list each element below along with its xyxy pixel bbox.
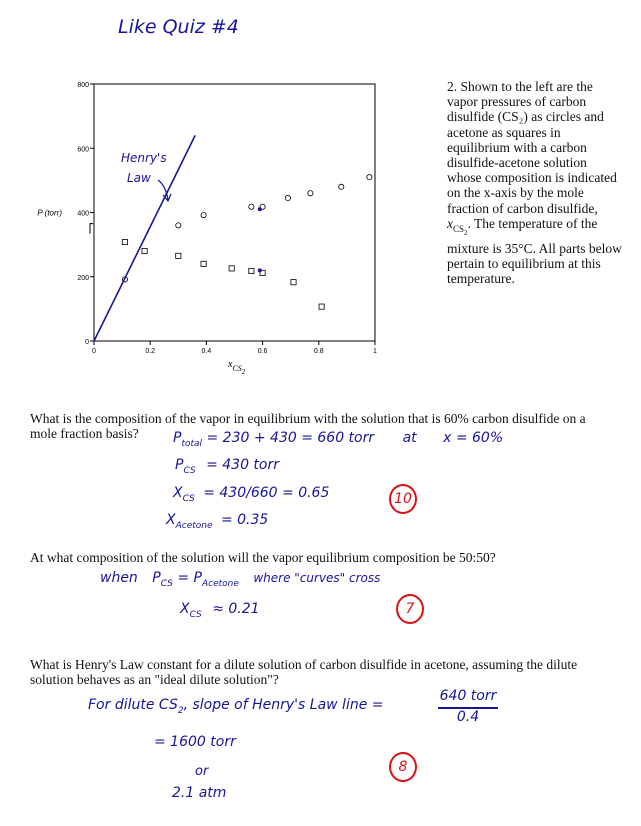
q1-answer-line-2 — [175, 457, 279, 476]
q1-pcs2: P — [175, 457, 184, 473]
mole-fraction-sub: CS — [453, 223, 465, 234]
q2-x-value: ≈ 0.21 — [212, 601, 260, 617]
cs2-vapor-pressure-point — [367, 175, 372, 180]
q3-for-dilute: For dilute CS — [88, 697, 178, 713]
q3-answer-line-1 — [88, 697, 384, 716]
q2-x: X — [180, 601, 190, 617]
q1-x: x = 60% — [443, 430, 504, 446]
q2-x-sub: CS — [189, 609, 202, 620]
q3-answer-line-2: = 1600 torr — [154, 734, 236, 750]
acetone-vapor-pressure-point — [176, 253, 181, 258]
y-tick-label: 200 — [77, 274, 89, 282]
q1-xacetone-sub: Acetone — [175, 520, 213, 531]
q3-fraction-denominator: 0.4 — [456, 709, 480, 725]
problem-statement — [447, 79, 622, 286]
q1-question-line-1: What is the composition of the vapor in equilibrium with the solution that is 60% carbon disulfide on a — [30, 411, 586, 426]
acetone-vapor-pressure-point — [319, 304, 324, 309]
cs2-vapor-pressure-point — [339, 184, 344, 189]
cs2-vapor-pressure-point — [308, 191, 313, 196]
q1-grade-circle: 10 — [389, 484, 417, 514]
q1-xcs2: X — [173, 485, 183, 501]
acetone-vapor-pressure-point — [201, 261, 206, 266]
problem-text: Shown to the left are the vapor pressures of carbon disulfide (CS₂) as circles and acetone as squares in equilibrium with a carbon disulfide-acetone solution whose composition is indicated on the x-axis by the mole fraction of carbon disulfide, — [447, 79, 617, 216]
y-tick-label: 600 — [77, 146, 89, 154]
y-axis-label: P (torr) — [37, 208, 62, 218]
q1-xcs2-sub: CS — [182, 493, 195, 504]
q1-answer-line-4 — [166, 512, 268, 531]
henry-note-line-1: Henry's — [121, 151, 167, 165]
q2-p2: P — [193, 570, 202, 586]
x-tick-label: 1 — [373, 348, 377, 355]
q2-p2-sub: Acetone — [201, 578, 239, 589]
cs2-vapor-pressure-point — [201, 212, 206, 217]
q2-p1: P — [152, 570, 161, 586]
q2-answer-line-2 — [180, 601, 260, 620]
handwritten-dot — [258, 268, 262, 272]
cs2-vapor-pressure-point — [285, 195, 290, 200]
q2-answer-line-1 — [100, 570, 380, 589]
plot-frame — [94, 84, 375, 341]
x-axis-label: $x_{CS2}$ — [228, 359, 246, 376]
q1-xacetone-value: = 0.35 — [220, 512, 269, 528]
x-tick-label: 0.4 — [201, 348, 212, 355]
q1-pcs2-sub: CS — [183, 465, 196, 476]
q1-answer-line-1 — [173, 430, 503, 449]
problem-number: 2. — [447, 79, 458, 94]
x-tick-label: 0.6 — [257, 348, 268, 355]
q3-grade-circle: 8 — [389, 752, 417, 782]
acetone-vapor-pressure-point — [122, 239, 127, 244]
q1-at: at — [402, 430, 417, 446]
q2-when: when — [100, 570, 138, 586]
q1-ptotal-sub: total — [181, 438, 203, 449]
q1-answer-line-3 — [173, 485, 329, 504]
henry-note-line-2: Law — [127, 171, 151, 185]
q1-xacetone: X — [166, 512, 176, 528]
q1-xcs2-value: = 430/660 = 0.65 — [203, 485, 330, 501]
henry-law-line — [94, 135, 195, 341]
q1-ptotal-value: = 230 + 430 = 660 torr — [206, 430, 375, 446]
q2-p1-sub: CS — [160, 578, 173, 589]
x-tick-label: 0 — [92, 348, 96, 355]
mole-fraction-subsub: 2 — [464, 228, 468, 237]
x-tick-label: 0.2 — [145, 348, 156, 355]
q1-ptotal: P — [173, 430, 182, 446]
q3-question-line-1: What is Henry's Law constant for a dilute solution of carbon disulfide in acetone, assuming the dilute — [30, 657, 578, 672]
header-note: Like Quiz #4 — [118, 16, 239, 38]
q3-fraction-numerator: 640 torr — [439, 688, 497, 704]
q1-pcs2-value: = 430 torr — [206, 457, 279, 473]
q3-answer-line-3: or — [195, 764, 209, 779]
q1-question-line-2: mole fraction basis? — [30, 426, 139, 441]
mole-fraction-symbol: x — [447, 215, 453, 231]
q3-answer-line-4: 2.1 atm — [172, 785, 227, 801]
y-tick-label: 400 — [77, 210, 89, 218]
acetone-vapor-pressure-point — [142, 248, 147, 253]
y-tick-label: 800 — [77, 82, 89, 89]
q3-slope-text: , slope of Henry's Law line = — [183, 697, 384, 713]
cs2-vapor-pressure-point — [249, 204, 254, 209]
cs2-vapor-pressure-point — [176, 223, 181, 228]
problem-text-2: . The temperature of the mixture is 35°C. All parts below pertain to equilibrium at this temperature. — [447, 215, 622, 286]
q2-eq: = — [177, 570, 190, 586]
q2-where: where "curves" cross — [253, 571, 381, 585]
handwritten-dot — [258, 207, 262, 211]
acetone-vapor-pressure-point — [229, 266, 234, 271]
x-tick-label: 0.8 — [313, 348, 324, 355]
q3-cs2-sub: 2 — [177, 705, 184, 716]
acetone-vapor-pressure-point — [291, 280, 296, 285]
q2-grade-circle: 7 — [396, 594, 424, 624]
vapor-pressure-chart — [0, 70, 440, 390]
acetone-vapor-pressure-point — [249, 268, 254, 273]
y-tick-label: 0 — [85, 339, 89, 346]
left-edge-mark — [90, 224, 93, 234]
q2-question: At what composition of the solution will the vapor equilibrium composition be 50:50? — [30, 550, 496, 565]
q3-question-line-2: solution behaves as an "ideal dilute solution"? — [30, 672, 279, 687]
